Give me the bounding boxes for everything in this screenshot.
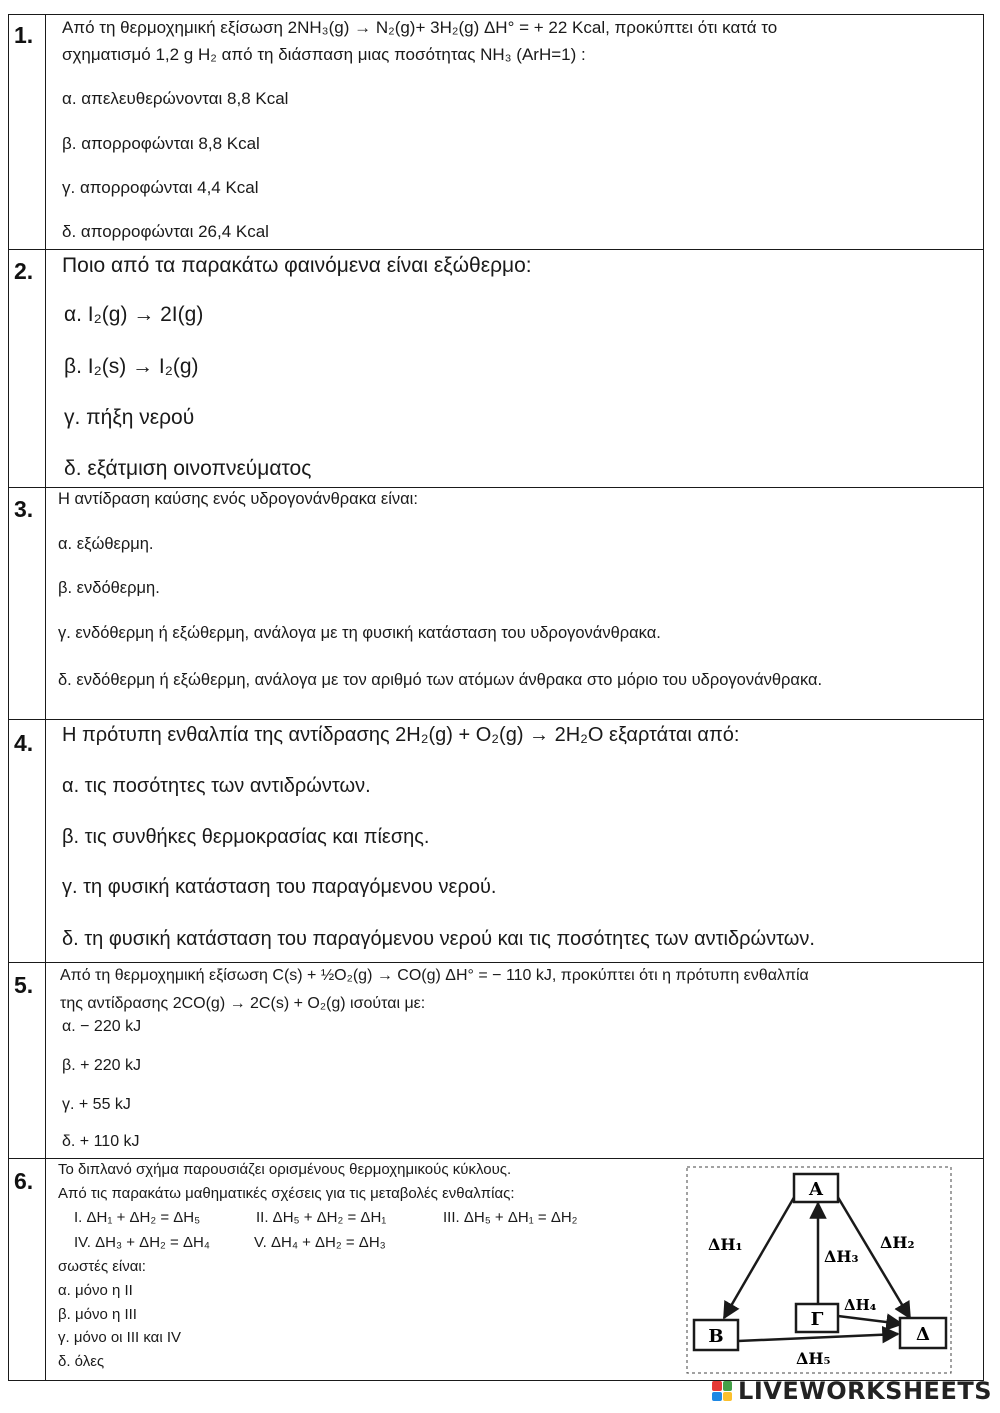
thermochemical-cycle-diagram [686,1166,952,1374]
relation-v: V. ΔH₄ + ΔH₂ = ΔH₃ [254,1234,386,1251]
question-stem-line-1: Από τη θερμοχημική εξίσωση C(s) + ½O₂(g) → CO(g) ΔH° = − 110 kJ, προκύπτει ότι η πρότυπη ενθαλπία [60,967,809,984]
label-dh2: ΔH₂ [880,1233,915,1252]
option-d[interactable]: δ. απορροφώνται 26,4 Kcal [62,222,269,241]
label-dh3: ΔH₃ [824,1247,859,1266]
option-c[interactable]: γ. τη φυσική κατάσταση του παραγόμενου νερού. [62,876,497,898]
option-c[interactable]: γ. πήξη νερού [64,406,195,429]
option-a[interactable]: α. I₂(g) → 2I(g) [64,303,204,326]
option-a[interactable]: α. − 220 kJ [62,1018,142,1035]
option-b[interactable]: β. ενδόθερμη. [58,579,160,597]
question-stem-line-2: σχηματισμό 1,2 g H₂ από τη διάσπαση μιας ποσότητας NH₃ (ArH=1) : [62,45,586,64]
option-b[interactable]: β. μόνο η III [58,1306,137,1323]
option-a[interactable]: α. απελευθερώνονται 8,8 Kcal [62,89,289,108]
option-a[interactable]: α. τις ποσότητες των αντιδρώντων. [62,775,371,797]
option-b[interactable]: β. τις συνθήκες θερμοκρασίας και πίεσης. [62,826,430,848]
option-b[interactable]: β. + 220 kJ [62,1057,142,1074]
question-stem-line-2: Από τις παρακάτω μαθηματικές σχέσεις για τις μεταβολές ενθαλπίας: [58,1185,515,1202]
question-stem: Ποιο από τα παρακάτω φαινόμενα είναι εξώθερμο: [62,254,532,277]
option-d[interactable]: δ. τη φυσική κατάσταση του παραγόμενου νερού και τις ποσότητες των αντιδρώντων. [62,928,815,950]
question-stem: Η αντίδραση καύσης ενός υδρογονάνθρακα είναι: [58,490,418,508]
option-d[interactable]: δ. ενδόθερμη ή εξώθερμη, ανάλογα με τον αριθμό των ατόμων άνθρακα στο μόριο του υδρογονάνθρακα. [58,671,823,689]
option-b[interactable]: β. απορροφώνται 8,8 Kcal [62,134,260,153]
label-dh5: ΔH₅ [796,1349,831,1368]
option-c[interactable]: γ. μόνο οι III και IV [58,1329,182,1346]
question-number: 4. [14,730,34,756]
question-number: 3. [14,496,34,522]
row-divider [8,249,983,250]
node-a [794,1174,838,1202]
question-stem-line-3: σωστές είναι: [58,1258,146,1275]
relation-iv: IV. ΔH₃ + ΔH₂ = ΔH₄ [74,1234,210,1251]
option-d[interactable]: δ. όλες [58,1353,105,1370]
brand-name: LIVEWORKSHEETS [738,1377,992,1405]
logo-icon [712,1381,732,1401]
question-stem: Η πρότυπη ενθαλπία της αντίδρασης 2H₂(g) + O₂(g) → 2H₂O εξαρτάται από: [62,724,740,746]
svg-text:Δ: Δ [916,1324,930,1345]
svg-text:Β: Β [708,1326,724,1347]
option-d[interactable]: δ. + 110 kJ [62,1133,140,1150]
table-border-left [8,14,9,1381]
question-stem-line-1: Από τη θερμοχημική εξίσωση 2NH₃(g) → N₂(g)+ 3H₂(g) ΔH° = + 22 Kcal, προκύπτει ότι κατά το [62,18,778,37]
question-number: 6. [14,1168,34,1194]
question-number: 5. [14,972,34,998]
option-c[interactable]: γ. + 55 kJ [62,1096,131,1113]
table-column-divider [45,14,46,1381]
svg-text:Γ: Γ [810,1309,824,1330]
row-divider [8,962,983,963]
label-dh1: ΔH₁ [708,1235,743,1254]
question-number: 2. [14,258,34,284]
option-c[interactable]: γ. ενδόθερμη ή εξώθερμη, ανάλογα με τη φυσική κατάσταση του υδρογονάνθρακα. [58,624,661,642]
node-b [694,1320,738,1350]
question-stem-line-2: της αντίδρασης 2CO(g) → 2C(s) + O₂(g) ισούται με: [60,995,426,1012]
node-c [796,1304,838,1332]
relation-iii: III. ΔH₅ + ΔH₁ = ΔH₂ [443,1209,578,1226]
question-number: 1. [14,22,34,48]
table-border-top [8,14,983,15]
liveworksheets-logo[interactable] [712,1377,992,1405]
option-c[interactable]: γ. απορροφώνται 4,4 Kcal [62,178,259,197]
label-dh4: ΔH₄ [844,1296,877,1314]
row-divider [8,719,983,720]
svg-text:Α: Α [809,1179,823,1200]
question-stem-line-1: Το διπλανό σχήμα παρουσιάζει ορισμένους θερμοχημικούς κύκλους. [58,1161,512,1178]
relation-ii: II. ΔH₅ + ΔH₂ = ΔH₁ [256,1209,387,1226]
row-divider [8,487,983,488]
node-d [900,1318,946,1348]
row-divider [8,1158,983,1159]
option-d[interactable]: δ. εξάτμιση οινοπνεύματος [64,457,312,480]
table-border-right [983,14,984,1381]
option-a[interactable]: α. μόνο η II [58,1282,133,1299]
relation-i: I. ΔH₁ + ΔH₂ = ΔH₅ [74,1209,201,1226]
option-a[interactable]: α. εξώθερμη. [58,535,154,553]
option-b[interactable]: β. I₂(s) → I₂(g) [64,355,199,378]
